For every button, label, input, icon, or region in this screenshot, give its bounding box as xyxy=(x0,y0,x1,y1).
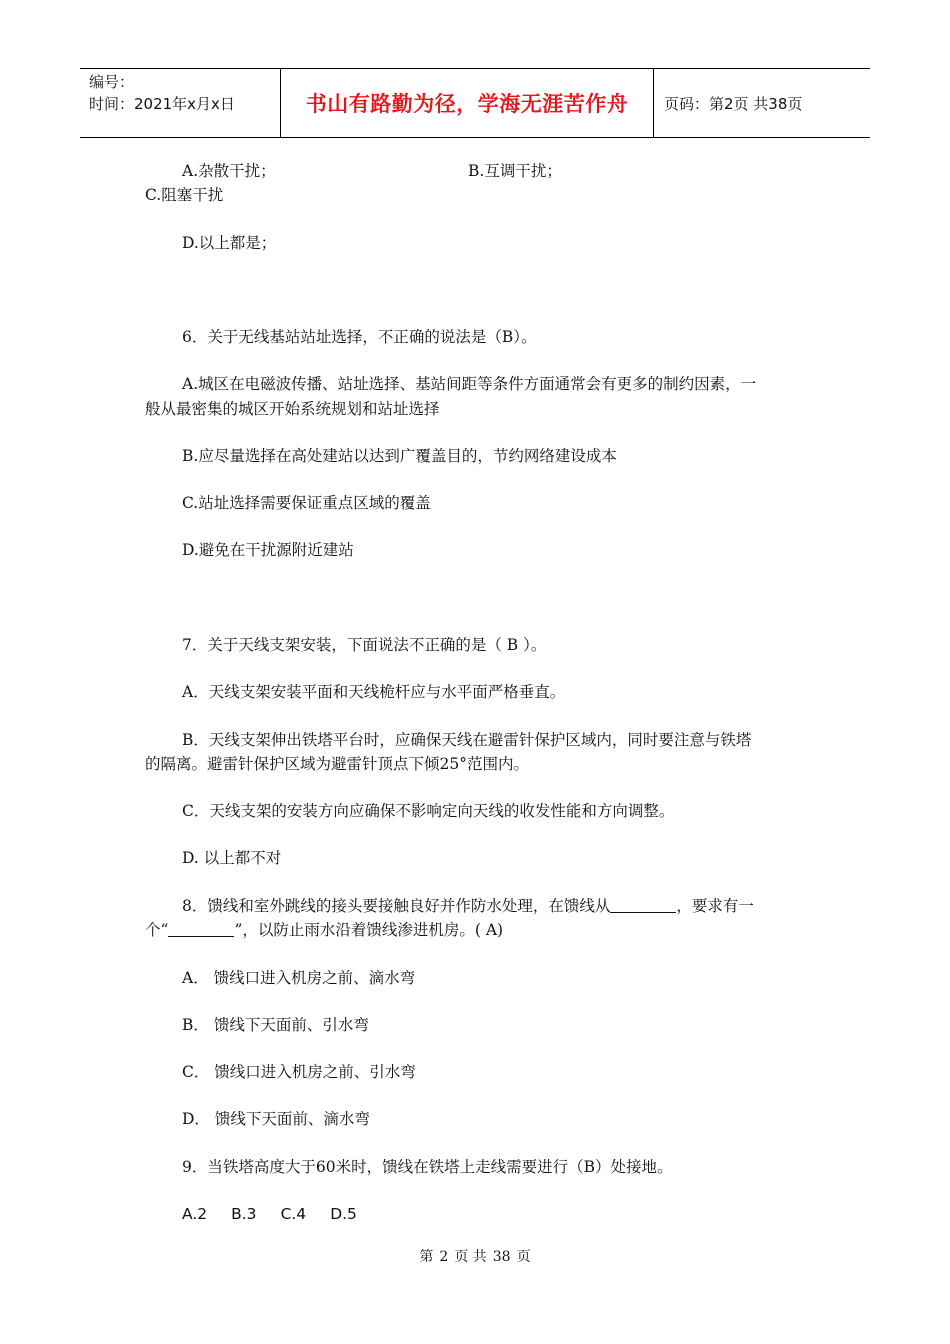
q8-line2-text-a: 个“ xyxy=(145,921,169,939)
q7-option-d: D. 以上都不对 xyxy=(182,849,282,867)
footer-page-number: 2 xyxy=(439,1249,449,1265)
header-meta xyxy=(80,69,281,137)
q6-option-c: C.站址选择需要保证重点区域的覆盖 xyxy=(182,494,431,512)
q6-option-a-line2: 般从最密集的城区开始系统规划和站址选择 xyxy=(145,400,440,418)
q5-option-a: A.杂散干扰； xyxy=(182,162,276,180)
q5-option-c: C.阻塞干扰 xyxy=(145,186,224,204)
q8-option-c: C． 馈线口进入机房之前、引水弯 xyxy=(182,1063,416,1081)
q8-option-b: B． 馈线下天面前、引水弯 xyxy=(182,1016,369,1034)
q7-option-b-line1: B．天线支架伸出铁塔平台时，应确保天线在避雷针保护区域内，同时要注意与铁塔 xyxy=(182,731,752,749)
header-motto-cell xyxy=(281,69,654,137)
page-header xyxy=(80,68,870,138)
q7-option-c: C．天线支架的安装方向应确保不影响定向天线的收发性能和方向调整。 xyxy=(182,802,675,820)
q5-option-b: B.互调干扰； xyxy=(468,162,562,180)
q9-option-c: C.4 xyxy=(280,1205,307,1223)
q8-blank-1 xyxy=(610,898,676,913)
q7-option-a: A．天线支架安装平面和天线桅杆应与水平面严格垂直。 xyxy=(182,683,566,701)
q8-question-line1 xyxy=(182,895,754,917)
q8-option-d: D． 馈线下天面前、滴水弯 xyxy=(182,1110,370,1128)
q6-option-a-line1: A.城区在电磁波传播、站址选择、基站间距等条件方面通常会有更多的制约因素，一 xyxy=(182,375,757,393)
q6-option-d: D.避免在干扰源附近建站 xyxy=(182,541,354,559)
q9-option-a: A.2 xyxy=(182,1205,208,1223)
q6-question: 6．关于无线基站站址选择，不正确的说法是（B）。 xyxy=(182,328,537,346)
q7-question: 7．关于天线支架安装，下面说法不正确的是（ B ）。 xyxy=(182,636,547,654)
q6-option-b: B.应尽量选择在高处建站以达到广覆盖目的，节约网络建设成本 xyxy=(182,447,617,465)
q9-option-b: B.3 xyxy=(231,1205,257,1223)
q8-line1-text-b: ，要求有一 xyxy=(676,897,754,915)
footer-mid: 页 共 xyxy=(454,1249,487,1265)
footer-total-pages: 38 xyxy=(492,1249,511,1265)
footer-suffix: 页 xyxy=(516,1249,531,1265)
q9-question: 9．当铁塔高度大于60米时，馈线在铁塔上走线需要进行（B）处接地。 xyxy=(182,1158,673,1176)
q8-question-line2 xyxy=(145,919,503,941)
q8-line2-text-b: ”，以防止雨水沿着馈线渗进机房。( A) xyxy=(234,921,504,939)
header-motto: 书山有路勤为径，学海无涯苦作舟 xyxy=(305,92,629,116)
q8-line1-text-a: 8．馈线和室外跳线的接头要接触良好并作防水处理，在馈线从 xyxy=(182,897,611,915)
q7-option-b-line2: 的隔离。避雷针保护区域为避雷针顶点下倾25°范围内。 xyxy=(145,755,529,773)
footer-prefix: 第 xyxy=(419,1249,434,1265)
q8-option-a: A． 馈线口进入机房之前、滴水弯 xyxy=(182,969,416,987)
header-page-info: 页码：第2页 共38页 xyxy=(664,94,803,113)
q9-option-d: D.5 xyxy=(330,1205,357,1223)
q9-options xyxy=(182,1203,381,1225)
document-number-label: 编号： xyxy=(89,73,135,91)
q5-option-d: D.以上都是； xyxy=(182,234,277,252)
q8-blank-2 xyxy=(168,922,234,937)
page-footer xyxy=(0,1246,950,1266)
document-date-label: 时间：2021年x月x日 xyxy=(89,95,235,113)
